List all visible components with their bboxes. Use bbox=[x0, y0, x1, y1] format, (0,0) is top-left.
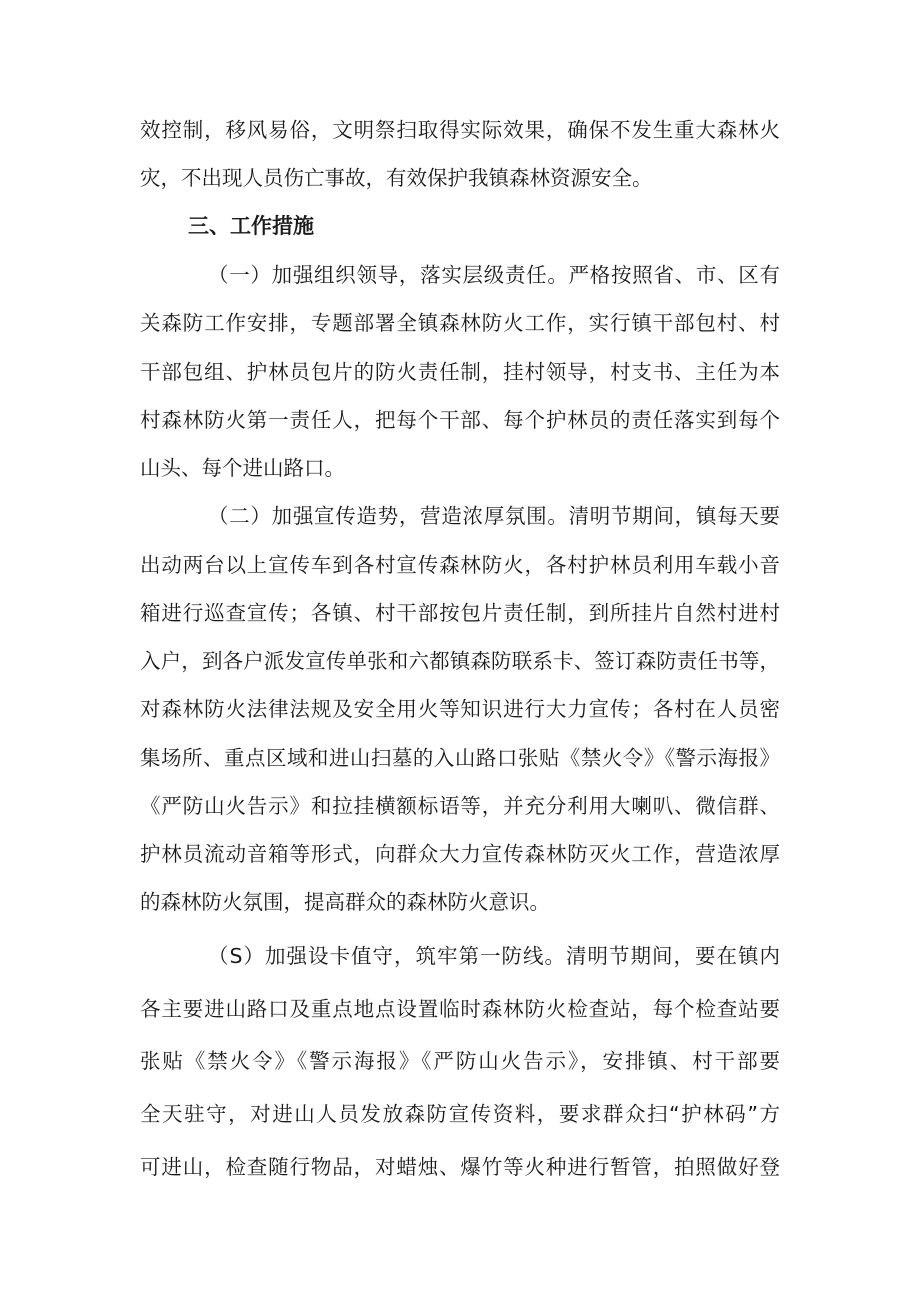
paragraph2-line-1: （二）加强宣传造势，营造浓厚氛围。清明节期间，镇每天要 bbox=[208, 504, 780, 528]
paragraph2-line-7: 《严防山火告示》和拉挂横额标语等，并充分利用大喇叭、微信群、 bbox=[140, 794, 780, 818]
paragraph1-line-3: 干部包组、护林员包片的防火责任制，挂村领导，村支书、主任为本 bbox=[140, 360, 780, 384]
paragraph3-line-4: 全天驻守，对进山人员发放森防宣传资料，要求群众扫“护林码”方 bbox=[140, 1102, 780, 1126]
paragraph2-line-2: 出动两台以上宣传车到各村宣传森林防火，各村护林员利用车载小音 bbox=[140, 553, 780, 577]
paragraph3-line-2: 各主要进山路口及重点地点设置临时森林防火检查站，每个检查站要 bbox=[140, 997, 780, 1021]
paragraph3-line-1: （S）加强设卡值守，筑牢第一防线。清明节期间，要在镇内 bbox=[208, 944, 780, 968]
paragraph2-line-8: 护林员流动音箱等形式，向群众大力宣传森林防灭火工作，营造浓厚 bbox=[140, 842, 780, 866]
paragraph2-line-5: 对森林防火法律法规及安全用火等知识进行大力宣传；各村在人员密 bbox=[140, 697, 780, 721]
paragraph1-line-1: （一）加强组织领导，落实层级责任。严格按照省、市、区有 bbox=[208, 263, 780, 287]
paragraph1-line-5: 山头、每个进山路口。 bbox=[140, 456, 345, 480]
section-heading: 三、工作措施 bbox=[188, 214, 314, 238]
paragraph2-line-3: 箱进行巡查宣传；各镇、村干部按包片责任制，到所挂片自然村进村 bbox=[140, 601, 780, 625]
paragraph3-line-3: 张贴《禁火令》《警示海报》《严防山火告示》，安排镇、村干部要 bbox=[140, 1049, 780, 1073]
paragraph1-line-2: 关森防工作安排，专题部署全镇森林防火工作，实行镇干部包村、村 bbox=[140, 311, 780, 335]
paragraph2-line-9: 的森林防火氛围，提高群众的森林防火意识。 bbox=[140, 890, 550, 914]
paragraph2-line-4: 入户，到各户派发宣传单张和六都镇森防联系卡、签订森防责任书等， bbox=[140, 649, 780, 673]
intro-line-2: 灾，不出现人员伤亡事故，有效保护我镇森林资源安全。 bbox=[140, 166, 653, 190]
paragraph3-line-5: 可进山，检查随行物品，对蜡烛、爆竹等火种进行暂管，拍照做好登 bbox=[140, 1155, 780, 1179]
intro-line-1: 效控制，移风易俗，文明祭扫取得实际效果，确保不发生重大森林火 bbox=[140, 118, 780, 142]
paragraph2-line-6: 集场所、重点区域和进山扫墓的入山路口张贴《禁火令》《警示海报》 bbox=[140, 746, 780, 770]
paragraph1-line-4: 村森林防火第一责任人，把每个干部、每个护林员的责任落实到每个 bbox=[140, 408, 780, 432]
